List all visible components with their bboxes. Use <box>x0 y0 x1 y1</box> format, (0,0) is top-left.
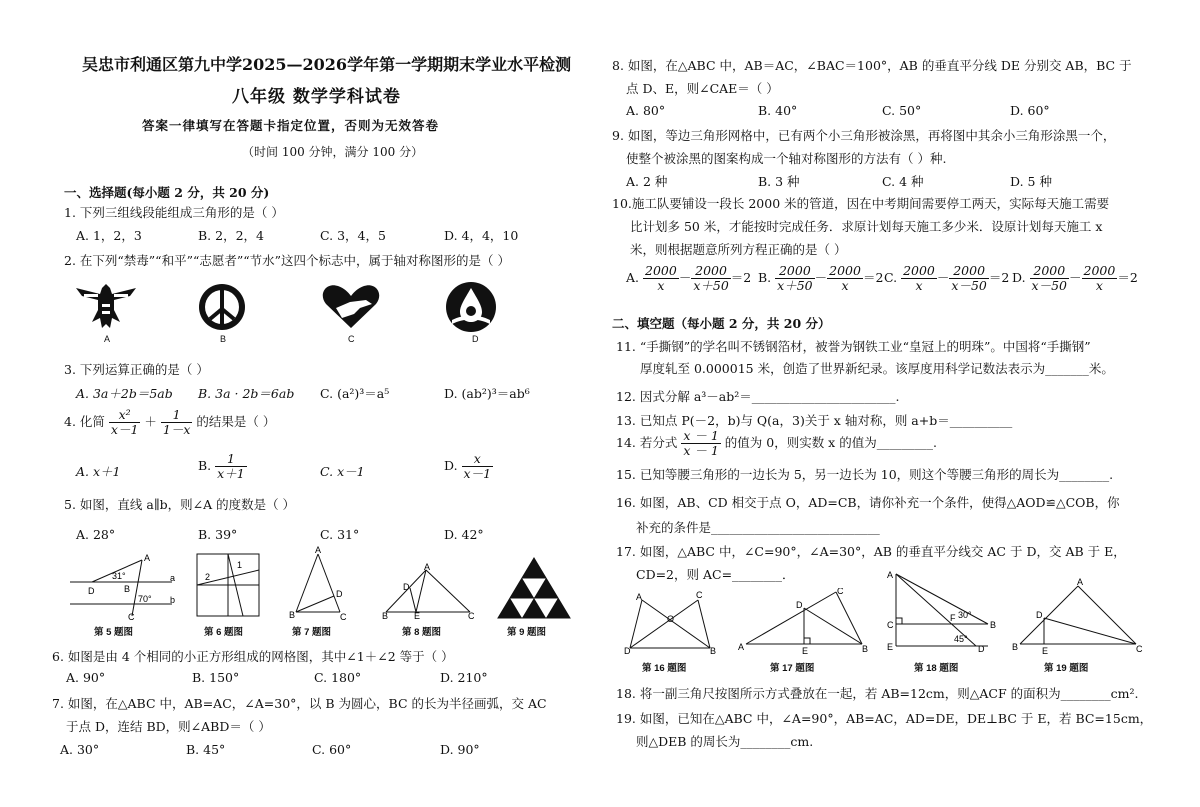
q4-option-c: C. x－1 <box>320 464 365 479</box>
figure-q9 <box>496 556 572 620</box>
q5-option-a: A. 28° <box>76 527 116 542</box>
caption-fig7: 第 7 题图 <box>292 627 332 638</box>
q8-option-d: D. 60° <box>1010 103 1050 118</box>
svg-text:E: E <box>887 642 894 652</box>
q7-option-d: D. 90° <box>440 742 480 757</box>
q1-option-c: C. 3，4，5 <box>320 228 386 243</box>
q2-label-d: D <box>472 334 479 344</box>
water-drop-icon <box>444 280 498 334</box>
svg-text:D: D <box>624 646 631 656</box>
svg-text:D: D <box>796 600 803 610</box>
q15-text: 15. 已知等腰三角形的一边长为 5，另一边长为 10，则这个等腰三角形的周长为________. <box>616 467 1114 482</box>
q4-fraction-1: $\frac{\text{x²}}{x-1}$ <box>110 407 139 437</box>
water-saving-logo <box>444 280 498 334</box>
svg-text:D: D <box>403 582 410 592</box>
q14-question: 14. 若分式 $\frac{x - 1}{x - 1}$ 的值为 0，则实数 x 的值为_________. <box>616 428 937 458</box>
svg-text:F: F <box>950 613 956 623</box>
svg-text:A: A <box>424 562 431 572</box>
figure-q19 <box>1010 578 1144 654</box>
svg-text:D: D <box>88 586 95 596</box>
q7-option-c: C. 60° <box>312 742 352 757</box>
svg-text:A: A <box>738 642 745 652</box>
svg-text:C: C <box>128 612 135 622</box>
q4-fraction-2: $\frac{1}{1-x}$ <box>162 407 191 437</box>
svg-text:2: 2 <box>205 572 211 582</box>
peace-icon <box>197 282 247 332</box>
svg-text:C: C <box>837 588 844 596</box>
eagle-icon <box>74 280 138 330</box>
q2-label-c: C <box>348 334 355 344</box>
q2-label-a: A <box>104 334 111 344</box>
q4-option-b: B. $\frac{1}{x+1}$ <box>198 451 245 481</box>
caption-fig17: 第 17 题图 <box>770 663 815 674</box>
q8-option-c: C. 50° <box>882 103 922 118</box>
svg-text:31°: 31° <box>112 571 126 581</box>
q2-text: 2. 在下列“禁毒”“和平”“志愿者”“节水”这四个标志中，属于轴对称图形的是（ ） <box>64 253 510 268</box>
q6-option-a: A. 90° <box>66 670 106 685</box>
svg-text:O: O <box>667 614 675 624</box>
q17-line2: CD=2，则 AC=________． <box>636 567 795 582</box>
q2-label-b: B <box>220 334 227 344</box>
svg-text:70°: 70° <box>138 594 152 604</box>
q7-option-a: A. 30° <box>60 742 100 757</box>
q11-line2: 厚度轧至 0.000015 米，创造了世界新纪录。该厚度用科学记数法表示为_______米。 <box>640 361 1114 376</box>
exam-title: 吴忠市利通区第九中学2025—2026学年第一学期期末学业水平检测 <box>82 55 572 74</box>
caption-fig6: 第 6 题图 <box>204 627 244 638</box>
q19-line2: 则△DEB 的周长为________cm. <box>636 734 814 749</box>
q4-option-a: A. x＋1 <box>76 464 121 479</box>
figure-q6 <box>195 552 261 618</box>
svg-text:a: a <box>170 573 176 583</box>
q7-option-b: B. 45° <box>186 742 226 757</box>
svg-text:C: C <box>696 590 703 600</box>
q8-line1: 8. 如图，在△ABC 中，AB＝AC，∠BAC＝100°，AB 的垂直平分线 DE 分别交 AB，BC 于 <box>612 58 1132 73</box>
svg-text:D: D <box>978 644 985 654</box>
q5-option-c: C. 31° <box>320 527 360 542</box>
q3-option-a: A. 3a＋2b＝5ab <box>76 386 173 401</box>
q3-option-c: C. (a²)³＝a⁵ <box>320 386 390 401</box>
svg-text:C: C <box>1136 644 1143 654</box>
q6-option-b: B. 150° <box>192 670 240 685</box>
peace-logo <box>197 282 247 332</box>
svg-text:C: C <box>340 612 347 622</box>
figure-q7 <box>288 546 348 622</box>
svg-text:B: B <box>990 620 997 630</box>
q3-option-d: D. (ab²)³＝ab⁶ <box>444 386 530 401</box>
q1-option-a: A. 1，2，3 <box>76 228 142 243</box>
q3-option-b: B. 3a · 2b＝6ab <box>198 386 295 401</box>
svg-text:A: A <box>315 546 322 555</box>
svg-text:A: A <box>1077 578 1084 587</box>
q10-option-b: B. $\frac{2000}{x+50}$ － $\frac{2000}{x}$ ＝2 <box>758 263 884 293</box>
svg-text:B: B <box>862 644 868 654</box>
caption-fig8: 第 8 题图 <box>402 627 442 638</box>
q6-option-c: C. 180° <box>314 670 362 685</box>
answer-notice: 答案一律填写在答题卡指定位置，否则为无效答卷 <box>142 118 440 133</box>
q8-option-a: A. 80° <box>626 103 666 118</box>
q1-option-d: D. 4，4，10 <box>444 228 519 243</box>
anti-drug-logo <box>74 280 138 330</box>
q10-line2: 比计划多 50 米，才能按时完成任务．求原计划每天施工多少米．设原计划每天施工 x <box>630 219 1103 234</box>
figure-q8 <box>382 562 474 620</box>
svg-text:A: A <box>636 592 643 602</box>
q8-line2: 点 D、E，则∠CAE＝（ ） <box>626 81 779 96</box>
svg-text:B: B <box>124 584 131 594</box>
q4-question: 4. 化简 $\frac{\text{x²}}{x-1}$ ＋ $\frac{1}{1-x}$ 的结果是（ ） <box>64 407 276 437</box>
q10-option-d: D. $\frac{2000}{x-50}$ － $\frac{2000}{x}$ ＝2 <box>1012 263 1138 293</box>
q10-option-c: C. $\frac{2000}{x}$ － $\frac{2000}{x-50}$ ＝2 <box>884 263 1010 293</box>
section2-heading: 二、填空题（每小题 2 分，共 20 分） <box>612 316 831 331</box>
q9-option-a: A. 2 种 <box>626 174 668 189</box>
q17-line1: 17. 如图，△ABC 中，∠C=90°，∠A=30°，AB 的垂直平分线交 AC 于 D，交 AB 于 E， <box>616 544 1126 559</box>
caption-fig19: 第 19 题图 <box>1044 663 1089 674</box>
q1-text: 1. 下列三组线段能组成三角形的是（ ） <box>64 205 284 220</box>
q4-option-d: D. $\frac{x}{x-1}$ <box>444 451 492 481</box>
exam-time: （时间 100 分钟，满分 100 分） <box>242 145 424 159</box>
q9-option-b: B. 3 种 <box>758 174 800 189</box>
figure-q5 <box>66 552 176 622</box>
q16-line2: 补充的条件是___________________________ <box>636 520 880 535</box>
q12-text: 12. 因式分解 a³－ab²＝_______________________. <box>616 389 900 404</box>
svg-text:C: C <box>468 611 474 620</box>
q10-line3: 米，则根据题意所列方程正确的是（ ） <box>630 242 847 257</box>
q5-option-d: D. 42° <box>444 527 484 542</box>
heart-hand-icon <box>320 280 382 332</box>
q5-option-b: B. 39° <box>198 527 238 542</box>
exam-subtitle: 八年级 数学学科试卷 <box>232 87 401 107</box>
q13-text: 13. 已知点 P(－2，b)与 Q(a，3)关于 x 轴对称，则 a+b＝__________ <box>616 413 1013 428</box>
svg-text:D: D <box>1036 610 1043 620</box>
figure-q18 <box>884 568 1002 656</box>
svg-text:A: A <box>887 570 894 580</box>
q3-text: 3. 下列运算正确的是（ ） <box>64 362 209 377</box>
svg-text:D: D <box>336 589 343 599</box>
caption-fig5: 第 5 题图 <box>94 627 134 638</box>
svg-text:B: B <box>382 611 389 620</box>
svg-text:B: B <box>710 646 716 656</box>
q7-line1: 7. 如图，在△ABC 中，AB=AC，∠A=30°，以 B 为圆心，BC 的长为半径画弧，交 AC <box>52 696 547 711</box>
svg-text:E: E <box>414 611 421 620</box>
q5-text: 5. 如图，直线 a∥b，则∠A 的度数是（ ） <box>64 497 296 512</box>
svg-text:1: 1 <box>237 560 243 570</box>
svg-text:A: A <box>144 553 151 563</box>
section1-heading: 一、选择题(每小题 2 分，共 20 分) <box>64 185 270 200</box>
q9-line1: 9. 如图，等边三角形网格中，已有两个小三角形被涂黑，再将图中其余小三角形涂黑一个， <box>612 128 1116 143</box>
q11-line1: 11. “手撕钢”的学名叫不锈钢箔材，被誉为钢铁工业“皇冠上的明珠”。中国将“手撕钢” <box>616 339 1091 354</box>
q10-option-a: A. $\frac{2000}{x}$ － $\frac{2000}{x+50}$ ＝2 <box>626 263 752 293</box>
figure-q17 <box>738 588 868 656</box>
svg-text:B: B <box>1012 642 1019 652</box>
svg-text:E: E <box>1042 646 1049 654</box>
svg-text:C: C <box>887 620 894 630</box>
q8-option-b: B. 40° <box>758 103 798 118</box>
figure-q16 <box>624 590 716 656</box>
svg-text:45°: 45° <box>954 634 968 644</box>
svg-text:E: E <box>802 646 809 656</box>
q9-line2: 使整个被涂黑的图案构成一个轴对称图形的方法有（ ）种. <box>626 151 947 166</box>
q18-text: 18. 将一副三角尺按图所示方式叠放在一起，若 AB=12cm，则△ACF 的面积为________cm². <box>616 686 1139 701</box>
svg-text:B: B <box>289 610 296 620</box>
q6-option-d: D. 210° <box>440 670 488 685</box>
q6-text: 6. 如图是由 4 个相同的小正方形组成的网格图，其中∠1＋∠2 等于（ ） <box>52 649 454 664</box>
q7-line2: 于点 D，连结 BD，则∠ABD＝（ ） <box>66 719 271 734</box>
svg-text:b: b <box>170 595 176 605</box>
caption-fig16: 第 16 题图 <box>642 663 687 674</box>
q1-option-b: B. 2，2，4 <box>198 228 264 243</box>
q10-line1: 10.施工队要铺设一段长 2000 米的管道，因在中考期间需要停工两天，实际每天施工需要 <box>612 196 1110 211</box>
caption-fig18: 第 18 题图 <box>914 663 959 674</box>
volunteer-logo <box>320 280 382 332</box>
svg-text:30°: 30° <box>958 610 972 620</box>
q9-option-d: D. 5 种 <box>1010 174 1052 189</box>
q16-line1: 16. 如图，AB、CD 相交于点 O，AD=CB，请你补充一个条件，使得△AOD≌△COB，你 <box>616 495 1120 510</box>
q9-option-c: C. 4 种 <box>882 174 924 189</box>
caption-fig9: 第 9 题图 <box>507 627 547 638</box>
q19-line1: 19. 如图，已知在△ABC 中，∠A=90°，AB=AC，AD=DE，DE⊥BC 于 E，若 BC=15cm， <box>616 711 1153 726</box>
